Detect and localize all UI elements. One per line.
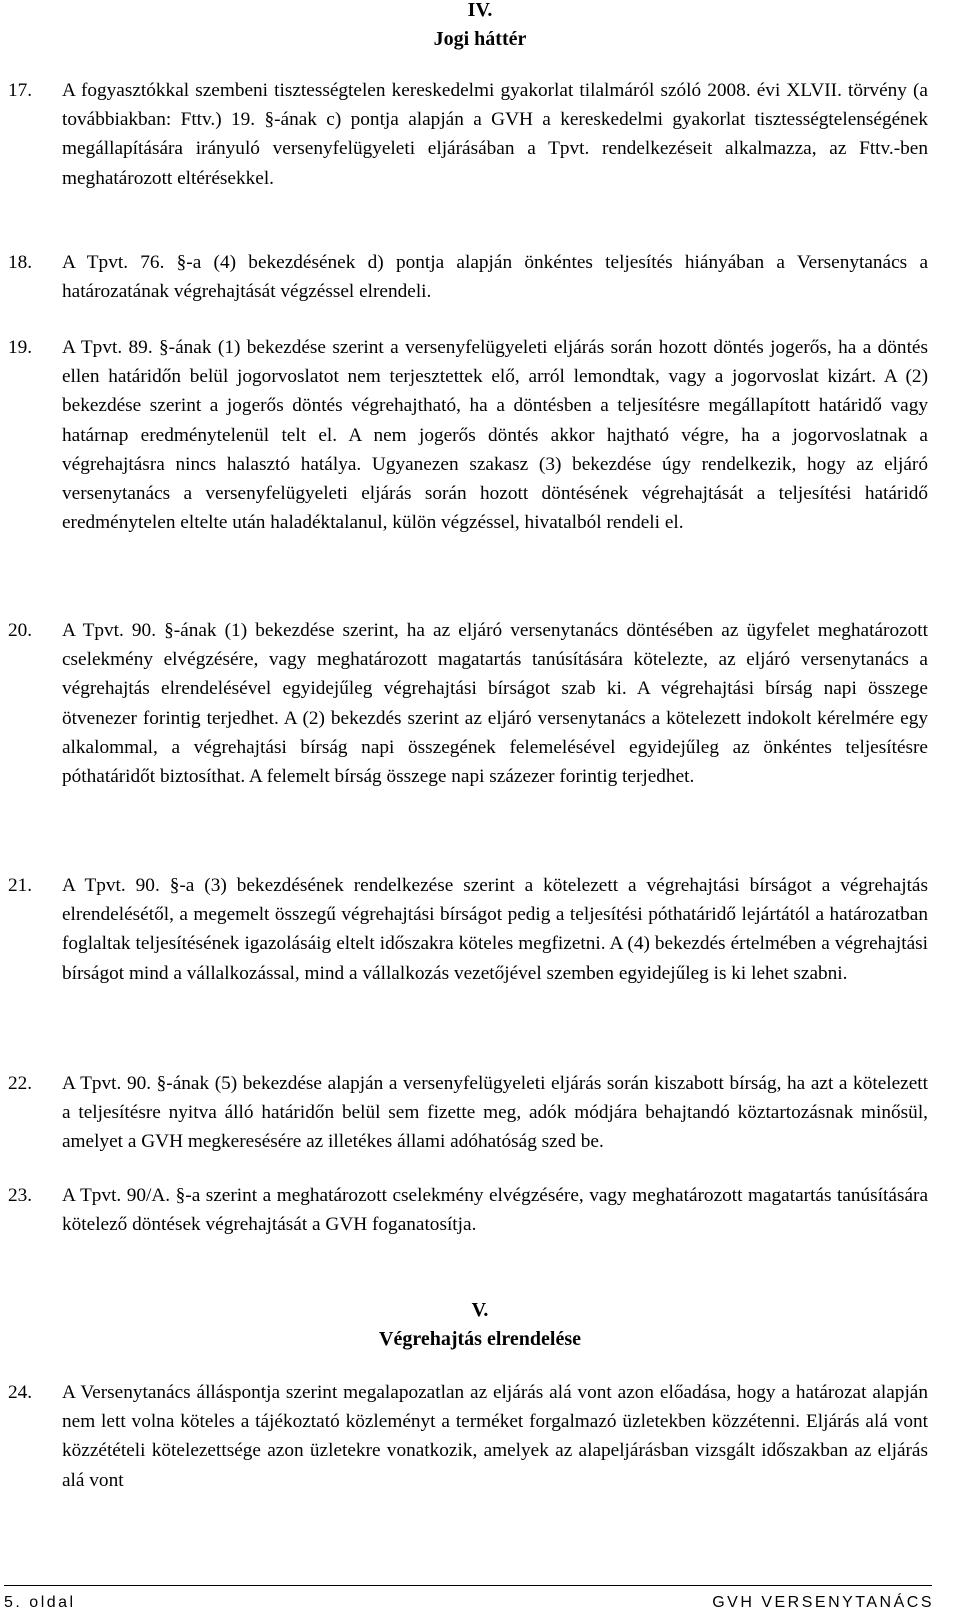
section-numeral: IV. [467, 0, 493, 21]
page-number: 5. oldal [4, 1594, 76, 1611]
paragraph-number: 21. [8, 875, 33, 896]
section-heading-iv [0, 0, 960, 54]
footer-organization: GVH VERSENYTANÁCS [712, 1594, 934, 1611]
paragraph-text: A Tpvt. 89. §-ának (1) bekezdése szerint a versenyfelügyeleti eljárás során hozott döntés jogerős, ha a döntés ellen határidőn belül jogorvoslatot nem terjesztettek elő, arról lemondtak, vagy a jogorvoslat kizárt. A (2) bekezdése szerint a jogerős döntés végrehajtható, ha a döntésben a teljesítésre megállapított határidő vagy határnap eredménytelenül telt el. A nem jogerős döntés akkor hajtható végre, ha a jogorvoslatnak a végrehajtásra nincs halasztó hatálya. Ugyanezen szakasz (3) bekezdése úgy rendelkezik, hogy az eljáró versenytanács a versenyfelügyeleti eljárás során hozott döntésének végrehajtását a teljesítési határidő eredménytelen eltelte után haladéktalanul, külön végzéssel, hivatalból rendeli el. [62, 337, 928, 534]
paragraph-text: A Tpvt. 76. §-a (4) bekezdésének d) pontja alapján önkéntes teljesítés hiányában a Versenytanács a határozatának végrehajtását végzéssel elrendeli. [62, 252, 928, 303]
section-numeral: V. [471, 1299, 489, 1321]
paragraph-number: 24. [8, 1382, 33, 1403]
paragraph-number: 18. [8, 252, 33, 273]
paragraph-number: 22. [8, 1073, 33, 1094]
paragraph-text: A Tpvt. 90. §-a (3) bekezdésének rendelkezése szerint a kötelezett a végrehajtási bírságot a végrehajtás elrendelésétől, a megemelt összegű végrehajtási bírságot pedig a teljesítési póthatáridő lejártától a határozatban foglaltak teljesítésének igazolásáig eltelt időszakra köteles megfizetni. A (4) bekezdés értelmében a végrehajtási bírságot mind a vállalkozással, mind a vállalkozás vezetőjével szemben egyidejűleg is ki lehet szabni. [62, 875, 928, 984]
paragraph-text: A Tpvt. 90. §-ának (5) bekezdése alapján a versenyfelügyeleti eljárás során kiszabott bírság, ha azt a kötelezett a teljesítésre nyitva álló határidőn belül sem fizette meg, adók módjára behajtandó köztartozásnak minősül, amelyet a GVH megkeresésére az illetékes állami adóhatóság szed be. [62, 1073, 928, 1153]
paragraph-number: 19. [8, 337, 33, 358]
paragraph-number: 23. [8, 1185, 33, 1206]
section-title: Jogi háttér [433, 28, 527, 50]
paragraph-text: A Tpvt. 90/A. §-a szerint a meghatározott cselekmény elvégzésére, vagy meghatározott magatartás tanúsítására kötelező döntések végrehajtását a GVH foganatosítja. [62, 1185, 928, 1236]
paragraph-text: A Tpvt. 90. §-ának (1) bekezdése szerint, ha az eljáró versenytanács döntésében az ügyfelet meghatározott cselekmény elvégzésére, vagy meghatározott magatartás tanúsítására kötelezte, az eljáró versenytanács a végrehajtás elrendelésével egyidejűleg végrehajtási bírságot szab ki. A végrehajtási bírság napi összege ötvenezer forintig terjedhet. A (2) bekezdés szerint az eljáró versenytanács a kötelezett indokolt kérelmére egy alkalommal, a végrehajtási bírság napi összegének felemelésével egyidejűleg az önkéntes teljesítésre póthatáridőt biztosíthat. A felemelt bírság összege napi százezer forintig terjedhet. [62, 620, 928, 788]
paragraph-number: 20. [8, 620, 33, 641]
section-title: Végrehajtás elrendelése [379, 1328, 581, 1350]
section-heading-v [0, 1296, 960, 1354]
paragraph-text: A fogyasztókkal szembeni tisztességtelen kereskedelmi gyakorlat tilalmáról szóló 2008. évi XLVII. törvény (a továbbiakban: Fttv.) 19. §-ának c) pontja alapján a GVH a kereskedelmi gyakorlat tisztességtelenségének megállapítására irányuló versenyfelügyeleti eljárásában a Tpvt. rendelkezéseit alkalmazza, az Fttv.-ben meghatározott eltérésekkel. [62, 80, 928, 189]
footer-divider [4, 1585, 932, 1586]
paragraph-text: A Versenytanács álláspontja szerint megalapozatlan az eljárás alá vont azon előadása, hogy a határozat alapján nem lett volna köteles a tájékoztató közleményt a terméket forgalmazó üzletekben közzétenni. Eljárás alá vont közzétételi kötelezettsége azon üzletekre vonatkozik, amelyek az alapeljárásban vizsgált időszakban az eljárás alá vont [62, 1382, 928, 1491]
paragraph-number: 17. [8, 80, 33, 101]
